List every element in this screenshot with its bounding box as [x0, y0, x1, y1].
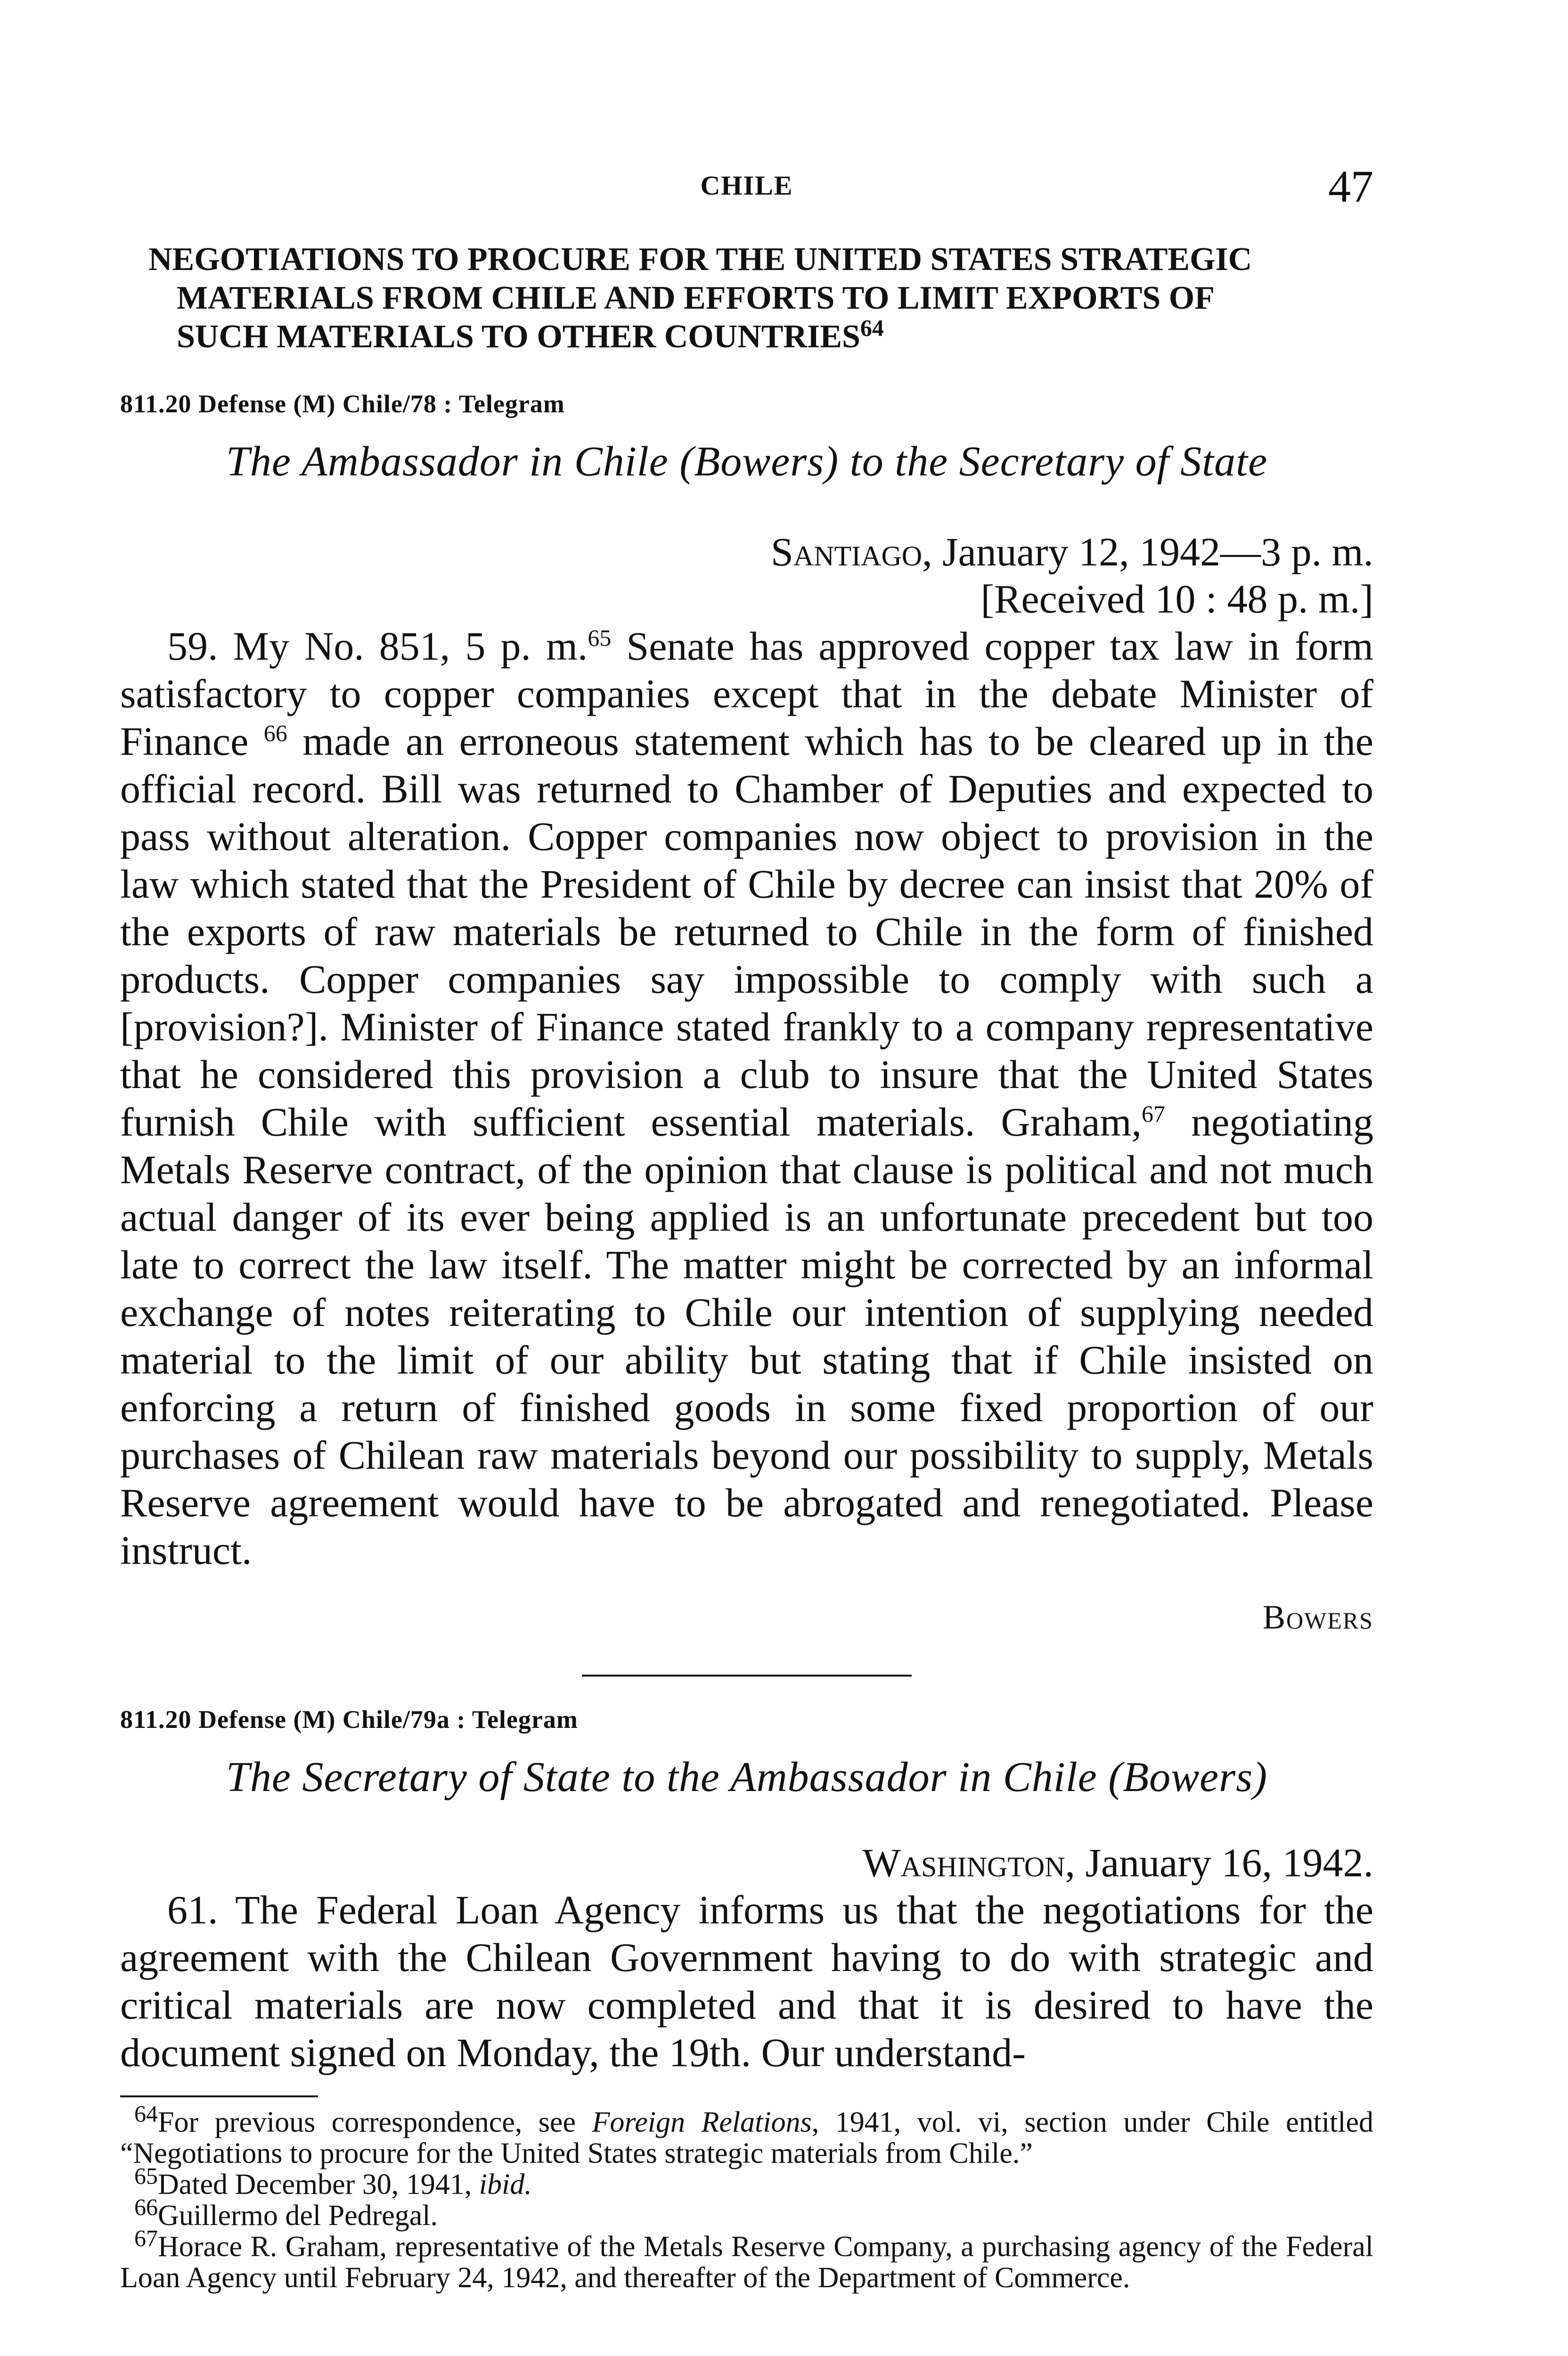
dateline-2-date: January 16, 1942.: [1085, 1840, 1373, 1885]
footnote-64-text-a: For previous correspondence, see: [158, 2106, 592, 2138]
telegram-59-number: 59. My No. 851, 5 p. m.: [167, 623, 588, 669]
telegram-59-body: [120, 622, 1373, 1574]
dateline-2-place: Washington,: [862, 1840, 1076, 1885]
footnote-67-number: 67: [134, 2225, 158, 2251]
telegram-59-paragraph: [120, 622, 1373, 1574]
telegram-59-text-1: Senate has approved copper tax law in form satisfactory to copper companies except that in the debate Minister of Finance: [120, 623, 1374, 764]
section-divider: [582, 1675, 912, 1677]
footnote-67-text: Horace R. Graham, representative of the Metals Reserve Company, a purchasing agency of the Federal Loan Agency until February 24, 1942, and thereafter of the Department of Commerce.: [120, 2231, 1373, 2294]
footnote-ref-64: 64: [860, 314, 884, 341]
dateline-1-date: January 12, 1942—3 p. m.: [942, 529, 1373, 574]
footnote-64-text-b: , 1941, vol. vi, section under Chile entitled “Negotiations to procure for the United States strategic materials from Chile.”: [120, 2106, 1374, 2169]
dateline-1: [120, 528, 1373, 575]
footnote-ref-67: 67: [1141, 1100, 1165, 1127]
telegram-61-paragraph: 61. The Federal Loan Agency informs us that the negotiations for the agreement with the Chilean Government having to do with strategic and critical materials are now completed and that it is desired to have the document signed on Monday, the 19th. Our understand-: [120, 1887, 1373, 2075]
doc1-title-part-1: The Ambassador in Chile: [226, 438, 669, 485]
file-reference-1: 811.20 Defense (M) Chile/78 : Telegram: [120, 390, 565, 418]
dateline-1-place: Santiago,: [771, 529, 932, 574]
footnote-64-italic: Foreign Relations: [592, 2106, 812, 2138]
footnotes: [120, 2100, 1374, 2294]
page-number: 47: [1328, 161, 1373, 212]
footnote-65: [120, 2162, 1373, 2201]
section-title-line-1: NEGOTIATIONS TO PROCURE FOR THE UNITED STATES STRATEGIC: [148, 241, 1252, 278]
footnote-65-number: 65: [134, 2162, 158, 2189]
telegram-59-text-3: negotiating Metals Reserve contract, of the opinion that clause is political and not much actual danger of its ever being applied is an unfortunate precedent but too late to correct the law itself. The matter might be corrected by an informal exchange of notes reiterating to Chile our intention of supplying needed material to the limit of our ability but stating that if Chile insisted on enforcing a return of finished goods in some fixed proportion of our purchases of Chilean raw materials beyond our possibility to supply, Metals Reserve agreement would have to be abrogated and renegotiated. Please instruct.: [120, 1099, 1374, 1573]
footnote-66-number: 66: [134, 2193, 158, 2220]
document-title-1: [120, 437, 1373, 486]
section-title-line-3: SUCH MATERIALS TO OTHER COUNTRIES: [177, 319, 860, 355]
doc2-title-part-1: The Secretary of State to the Ambassador in Chile: [226, 1754, 1097, 1800]
document-title-2: [120, 1753, 1373, 1801]
telegram-61-body: [120, 1886, 1373, 2077]
footnote-ref-66: 66: [263, 720, 287, 746]
file-reference-2: 811.20 Defense (M) Chile/79a : Telegram: [120, 1705, 578, 1734]
footnote-65-italic: ibid.: [479, 2168, 532, 2201]
running-title: CHILE: [700, 170, 793, 201]
section-title: [148, 240, 1373, 356]
document-page: [120, 160, 1373, 2293]
footnote-67: [120, 2225, 1373, 2294]
footnote-66-text: Guillermo del Pedregal.: [158, 2200, 438, 2232]
telegram-59-text-2: made an erroneous statement which has to be cleared up in the official record. Bill was returned to Chamber of Deputies and expected to pass without alteration. Copper companies now object to provision in the law which stated that the President of Chile by decree can insist that 20% of the exports of raw materials be returned to Chile in the form of finished products. Copper companies say impossible to comply with such a [provision?]. Minister of Finance stated frankly to a company representative that he considered this provision a club to insure that the United States furnish Chile with sufficient essential materials. Graham,: [120, 719, 1373, 1145]
footnote-64: [120, 2100, 1374, 2169]
doc2-title-part-2: (Bowers): [1108, 1754, 1268, 1800]
section-title-line-3-wrap: [148, 314, 1373, 356]
footnote-66: [120, 2193, 1373, 2232]
section-title-line-2: MATERIALS FROM CHILE AND EFFORTS TO LIMIT EXPORTS OF: [177, 280, 1215, 316]
footnote-ref-65: 65: [588, 624, 612, 651]
footnote-65-text-a: Dated December 30, 1941,: [158, 2168, 479, 2201]
doc1-title-part-2: (Bowers): [679, 438, 839, 485]
footnote-rule: [120, 2095, 318, 2097]
received-line: [Received 10 : 48 p. m.]: [980, 576, 1373, 622]
footnote-64-number: 64: [134, 2100, 158, 2127]
dateline-2: [120, 1839, 1373, 1886]
doc1-title-part-3: to the Secretary of State: [849, 438, 1268, 485]
running-head: [120, 160, 1373, 212]
signature-bowers: Bowers: [1262, 1598, 1373, 1636]
